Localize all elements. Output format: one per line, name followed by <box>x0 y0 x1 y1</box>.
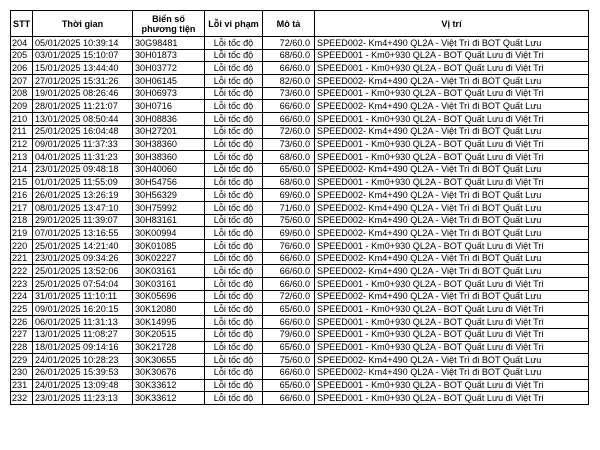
cell-description: 71/60.0 <box>263 201 315 214</box>
cell-location: SPEED002- Km4+490 QL2A - Việt Trì đi BOT Quất Lưu <box>315 37 589 50</box>
cell-location: SPEED002- Km4+490 QL2A - Việt Trì đi BOT Quất Lưu <box>315 290 589 303</box>
table-row <box>11 354 589 367</box>
cell-violation: Lỗi tốc độ <box>205 379 263 392</box>
cell-time: 25/01/2025 14:21:40 <box>33 240 133 253</box>
table-row <box>11 214 589 227</box>
cell-location: SPEED001 - Km0+930 QL2A - BOT Quất Lưu đi Việt Trì <box>315 328 589 341</box>
header-time: Thời gian <box>33 11 133 37</box>
table-row <box>11 37 589 50</box>
cell-time: 09/01/2025 16:20:15 <box>33 303 133 316</box>
cell-violation: Lỗi tốc độ <box>205 75 263 88</box>
cell-time: 13/01/2025 08:50:44 <box>33 113 133 126</box>
cell-location: SPEED002- Km4+490 QL2A - Việt Trì đi BOT Quất Lưu <box>315 125 589 138</box>
cell-plate: 30K33612 <box>133 379 205 392</box>
table-row <box>11 240 589 253</box>
cell-violation: Lỗi tốc độ <box>205 163 263 176</box>
cell-time: 03/01/2025 15:10:07 <box>33 49 133 62</box>
cell-description: 66/60.0 <box>263 100 315 113</box>
cell-description: 65/60.0 <box>263 303 315 316</box>
cell-violation: Lỗi tốc độ <box>205 354 263 367</box>
cell-plate: 30H01873 <box>133 49 205 62</box>
table-row <box>11 201 589 214</box>
cell-violation: Lỗi tốc độ <box>205 303 263 316</box>
cell-time: 13/01/2025 11:08:27 <box>33 328 133 341</box>
cell-description: 66/60.0 <box>263 265 315 278</box>
cell-time: 23/01/2025 09:34:26 <box>33 252 133 265</box>
cell-description: 65/60.0 <box>263 379 315 392</box>
cell-stt: 220 <box>11 240 33 253</box>
cell-location: SPEED001 - Km0+930 QL2A - BOT Quất Lưu đi Việt Trì <box>315 62 589 75</box>
cell-description: 72/60.0 <box>263 37 315 50</box>
cell-violation: Lỗi tốc độ <box>205 151 263 164</box>
table-row <box>11 227 589 240</box>
cell-stt: 223 <box>11 278 33 291</box>
cell-violation: Lỗi tốc độ <box>205 176 263 189</box>
cell-description: 66/60.0 <box>263 316 315 329</box>
cell-time: 23/01/2025 09:48:18 <box>33 163 133 176</box>
table-row <box>11 341 589 354</box>
cell-time: 15/01/2025 13:44:40 <box>33 62 133 75</box>
cell-time: 04/01/2025 11:31:23 <box>33 151 133 164</box>
cell-description: 73/60.0 <box>263 138 315 151</box>
cell-time: 06/01/2025 11:31:13 <box>33 316 133 329</box>
table-row <box>11 151 589 164</box>
cell-time: 27/01/2025 15:31:26 <box>33 75 133 88</box>
cell-plate: 30H08836 <box>133 113 205 126</box>
cell-plate: 30K12080 <box>133 303 205 316</box>
cell-stt: 232 <box>11 392 33 405</box>
cell-stt: 214 <box>11 163 33 176</box>
cell-description: 66/60.0 <box>263 366 315 379</box>
cell-description: 69/60.0 <box>263 189 315 202</box>
header-location: Vị trí <box>315 11 589 37</box>
cell-location: SPEED002- Km4+490 QL2A - Việt Trì đi BOT Quất Lưu <box>315 265 589 278</box>
cell-violation: Lỗi tốc độ <box>205 189 263 202</box>
cell-violation: Lỗi tốc độ <box>205 252 263 265</box>
cell-location: SPEED001 - Km0+930 QL2A - BOT Quất Lưu đi Việt Trì <box>315 278 589 291</box>
cell-location: SPEED002- Km4+490 QL2A - Việt Trì đi BOT Quất Lưu <box>315 189 589 202</box>
cell-time: 29/01/2025 11:39:07 <box>33 214 133 227</box>
cell-violation: Lỗi tốc độ <box>205 201 263 214</box>
cell-violation: Lỗi tốc độ <box>205 316 263 329</box>
cell-stt: 208 <box>11 87 33 100</box>
cell-plate: 30H06145 <box>133 75 205 88</box>
cell-violation: Lỗi tốc độ <box>205 366 263 379</box>
cell-location: SPEED002- Km4+490 QL2A - Việt Trì đi BOT Quất Lưu <box>315 366 589 379</box>
cell-violation: Lỗi tốc độ <box>205 265 263 278</box>
cell-time: 19/01/2025 08:26:46 <box>33 87 133 100</box>
table-row <box>11 176 589 189</box>
header-plate <box>133 11 205 37</box>
cell-stt: 209 <box>11 100 33 113</box>
cell-location: SPEED001 - Km0+930 QL2A - BOT Quất Lưu đi Việt Trì <box>315 303 589 316</box>
cell-time: 08/01/2025 13:47:10 <box>33 201 133 214</box>
header-plate-line2: phương tiện <box>141 23 196 34</box>
table-row <box>11 62 589 75</box>
table-row <box>11 265 589 278</box>
cell-location: SPEED001 - Km0+930 QL2A - BOT Quất Lưu đi Việt Trì <box>315 240 589 253</box>
cell-violation: Lỗi tốc độ <box>205 227 263 240</box>
cell-location: SPEED002- Km4+490 QL2A - Việt Trì đi BOT Quất Lưu <box>315 354 589 367</box>
cell-description: 79/60.0 <box>263 328 315 341</box>
cell-location: SPEED001 - Km0+930 QL2A - BOT Quất Lưu đi Việt Trì <box>315 176 589 189</box>
cell-plate: 30K30676 <box>133 366 205 379</box>
cell-violation: Lỗi tốc độ <box>205 113 263 126</box>
cell-plate: 30K20515 <box>133 328 205 341</box>
violation-table-container <box>10 10 589 405</box>
table-row <box>11 366 589 379</box>
cell-location: SPEED001 - Km0+930 QL2A - BOT Quất Lưu đi Việt Trì <box>315 151 589 164</box>
cell-stt: 221 <box>11 252 33 265</box>
cell-stt: 222 <box>11 265 33 278</box>
cell-description: 66/60.0 <box>263 278 315 291</box>
cell-plate: 30K03161 <box>133 265 205 278</box>
table-row <box>11 303 589 316</box>
cell-plate: 30H03772 <box>133 62 205 75</box>
cell-violation: Lỗi tốc độ <box>205 62 263 75</box>
cell-violation: Lỗi tốc độ <box>205 87 263 100</box>
cell-description: 76/60.0 <box>263 240 315 253</box>
cell-violation: Lỗi tốc độ <box>205 49 263 62</box>
cell-location: SPEED001 - Km0+930 QL2A - BOT Quất Lưu đi Việt Trì <box>315 392 589 405</box>
cell-stt: 230 <box>11 366 33 379</box>
cell-plate: 30K05696 <box>133 290 205 303</box>
cell-location: SPEED001 - Km0+930 QL2A - BOT Quất Lưu đi Việt Trì <box>315 341 589 354</box>
cell-time: 31/01/2025 11:10:11 <box>33 290 133 303</box>
cell-stt: 210 <box>11 113 33 126</box>
cell-plate: 30G98481 <box>133 37 205 50</box>
table-row <box>11 252 589 265</box>
cell-plate: 30H06973 <box>133 87 205 100</box>
cell-stt: 215 <box>11 176 33 189</box>
cell-plate: 30H54756 <box>133 176 205 189</box>
cell-description: 82/60.0 <box>263 75 315 88</box>
cell-location: SPEED002- Km4+490 QL2A - Việt Trì đi BOT Quất Lưu <box>315 201 589 214</box>
cell-time: 28/01/2025 11:21:07 <box>33 100 133 113</box>
table-row <box>11 189 589 202</box>
header-violation: Lỗi vi phạm <box>205 11 263 37</box>
cell-location: SPEED002- Km4+490 QL2A - Việt Trì đi BOT Quất Lưu <box>315 163 589 176</box>
cell-location: SPEED001 - Km0+930 QL2A - BOT Quất Lưu đi Việt Trì <box>315 316 589 329</box>
cell-description: 66/60.0 <box>263 62 315 75</box>
cell-time: 26/01/2025 15:39:53 <box>33 366 133 379</box>
cell-description: 75/60.0 <box>263 214 315 227</box>
table-row <box>11 75 589 88</box>
cell-stt: 204 <box>11 37 33 50</box>
cell-time: 25/01/2025 13:52:06 <box>33 265 133 278</box>
header-stt: STT <box>11 11 33 37</box>
table-row <box>11 328 589 341</box>
cell-violation: Lỗi tốc độ <box>205 37 263 50</box>
cell-location: SPEED001 - Km0+930 QL2A - BOT Quất Lưu đi Việt Trì <box>315 49 589 62</box>
cell-location: SPEED001 - Km0+930 QL2A - BOT Quất Lưu đi Việt Trì <box>315 138 589 151</box>
table-row <box>11 316 589 329</box>
cell-description: 75/60.0 <box>263 354 315 367</box>
cell-location: SPEED002- Km4+490 QL2A - Việt Trì đi BOT Quất Lưu <box>315 252 589 265</box>
cell-stt: 211 <box>11 125 33 138</box>
cell-location: SPEED002- Km4+490 QL2A - Việt Trì đi BOT Quất Lưu <box>315 100 589 113</box>
cell-stt: 224 <box>11 290 33 303</box>
header-plate-line1: Biển số <box>152 13 185 24</box>
cell-stt: 227 <box>11 328 33 341</box>
cell-plate: 30K33612 <box>133 392 205 405</box>
table-header-row <box>11 11 589 37</box>
cell-description: 65/60.0 <box>263 341 315 354</box>
cell-plate: 30H40060 <box>133 163 205 176</box>
cell-location: SPEED001 - Km0+930 QL2A - BOT Quất Lưu đi Việt Trì <box>315 87 589 100</box>
cell-plate: 30H27201 <box>133 125 205 138</box>
cell-time: 24/01/2025 13:09:48 <box>33 379 133 392</box>
cell-stt: 225 <box>11 303 33 316</box>
cell-time: 24/01/2025 10:28:23 <box>33 354 133 367</box>
table-row <box>11 49 589 62</box>
cell-stt: 219 <box>11 227 33 240</box>
table-row <box>11 100 589 113</box>
cell-description: 72/60.0 <box>263 125 315 138</box>
cell-plate: 30H0716 <box>133 100 205 113</box>
cell-time: 07/01/2025 13:16:55 <box>33 227 133 240</box>
cell-plate: 30K02227 <box>133 252 205 265</box>
cell-plate: 30H83161 <box>133 214 205 227</box>
cell-stt: 205 <box>11 49 33 62</box>
cell-stt: 216 <box>11 189 33 202</box>
cell-location: SPEED002- Km4+490 QL2A - Việt Trì đi BOT Quất Lưu <box>315 75 589 88</box>
cell-violation: Lỗi tốc độ <box>205 278 263 291</box>
cell-plate: 30K30655 <box>133 354 205 367</box>
cell-plate: 30K01085 <box>133 240 205 253</box>
cell-location: SPEED001 - Km0+930 QL2A - BOT Quất Lưu đi Việt Trì <box>315 113 589 126</box>
cell-violation: Lỗi tốc độ <box>205 125 263 138</box>
cell-stt: 226 <box>11 316 33 329</box>
cell-description: 66/60.0 <box>263 113 315 126</box>
cell-description: 73/60.0 <box>263 87 315 100</box>
cell-time: 05/01/2025 10:39:14 <box>33 37 133 50</box>
cell-plate: 30K00994 <box>133 227 205 240</box>
violation-table <box>10 10 589 405</box>
cell-time: 25/01/2025 16:04:48 <box>33 125 133 138</box>
cell-stt: 217 <box>11 201 33 214</box>
cell-stt: 231 <box>11 379 33 392</box>
cell-plate: 30K21728 <box>133 341 205 354</box>
cell-location: SPEED001 - Km0+930 QL2A - BOT Quất Lưu đi Việt Trì <box>315 379 589 392</box>
table-row <box>11 290 589 303</box>
cell-stt: 228 <box>11 341 33 354</box>
table-row <box>11 379 589 392</box>
table-row <box>11 113 589 126</box>
cell-plate: 30K14995 <box>133 316 205 329</box>
cell-plate: 30H38360 <box>133 138 205 151</box>
cell-violation: Lỗi tốc độ <box>205 328 263 341</box>
cell-violation: Lỗi tốc độ <box>205 240 263 253</box>
cell-violation: Lỗi tốc độ <box>205 138 263 151</box>
cell-violation: Lỗi tốc độ <box>205 214 263 227</box>
cell-description: 68/60.0 <box>263 151 315 164</box>
table-row <box>11 392 589 405</box>
cell-stt: 212 <box>11 138 33 151</box>
cell-plate: 30H75992 <box>133 201 205 214</box>
cell-description: 68/60.0 <box>263 49 315 62</box>
cell-violation: Lỗi tốc độ <box>205 100 263 113</box>
table-row <box>11 163 589 176</box>
cell-time: 01/01/2025 11:55:09 <box>33 176 133 189</box>
cell-time: 09/01/2025 11:37:33 <box>33 138 133 151</box>
cell-plate: 30H56329 <box>133 189 205 202</box>
cell-description: 66/60.0 <box>263 392 315 405</box>
table-row <box>11 125 589 138</box>
cell-stt: 229 <box>11 354 33 367</box>
cell-violation: Lỗi tốc độ <box>205 341 263 354</box>
cell-stt: 218 <box>11 214 33 227</box>
cell-stt: 213 <box>11 151 33 164</box>
cell-violation: Lỗi tốc độ <box>205 290 263 303</box>
cell-time: 23/01/2025 11:23:13 <box>33 392 133 405</box>
table-row <box>11 138 589 151</box>
cell-time: 25/01/2025 07:54:04 <box>33 278 133 291</box>
cell-description: 72/60.0 <box>263 290 315 303</box>
cell-plate: 30H38360 <box>133 151 205 164</box>
cell-stt: 206 <box>11 62 33 75</box>
cell-stt: 207 <box>11 75 33 88</box>
cell-location: SPEED002- Km4+490 QL2A - Việt Trì đi BOT Quất Lưu <box>315 214 589 227</box>
table-row <box>11 278 589 291</box>
cell-description: 65/60.0 <box>263 163 315 176</box>
cell-description: 69/60.0 <box>263 227 315 240</box>
table-row <box>11 87 589 100</box>
cell-time: 26/01/2025 13:26:19 <box>33 189 133 202</box>
cell-description: 66/60.0 <box>263 252 315 265</box>
cell-plate: 30K03161 <box>133 278 205 291</box>
cell-description: 68/60.0 <box>263 176 315 189</box>
cell-location: SPEED002- Km4+490 QL2A - Việt Trì đi BOT Quất Lưu <box>315 227 589 240</box>
cell-violation: Lỗi tốc độ <box>205 392 263 405</box>
header-description: Mô tả <box>263 11 315 37</box>
cell-time: 18/01/2025 09:14:16 <box>33 341 133 354</box>
